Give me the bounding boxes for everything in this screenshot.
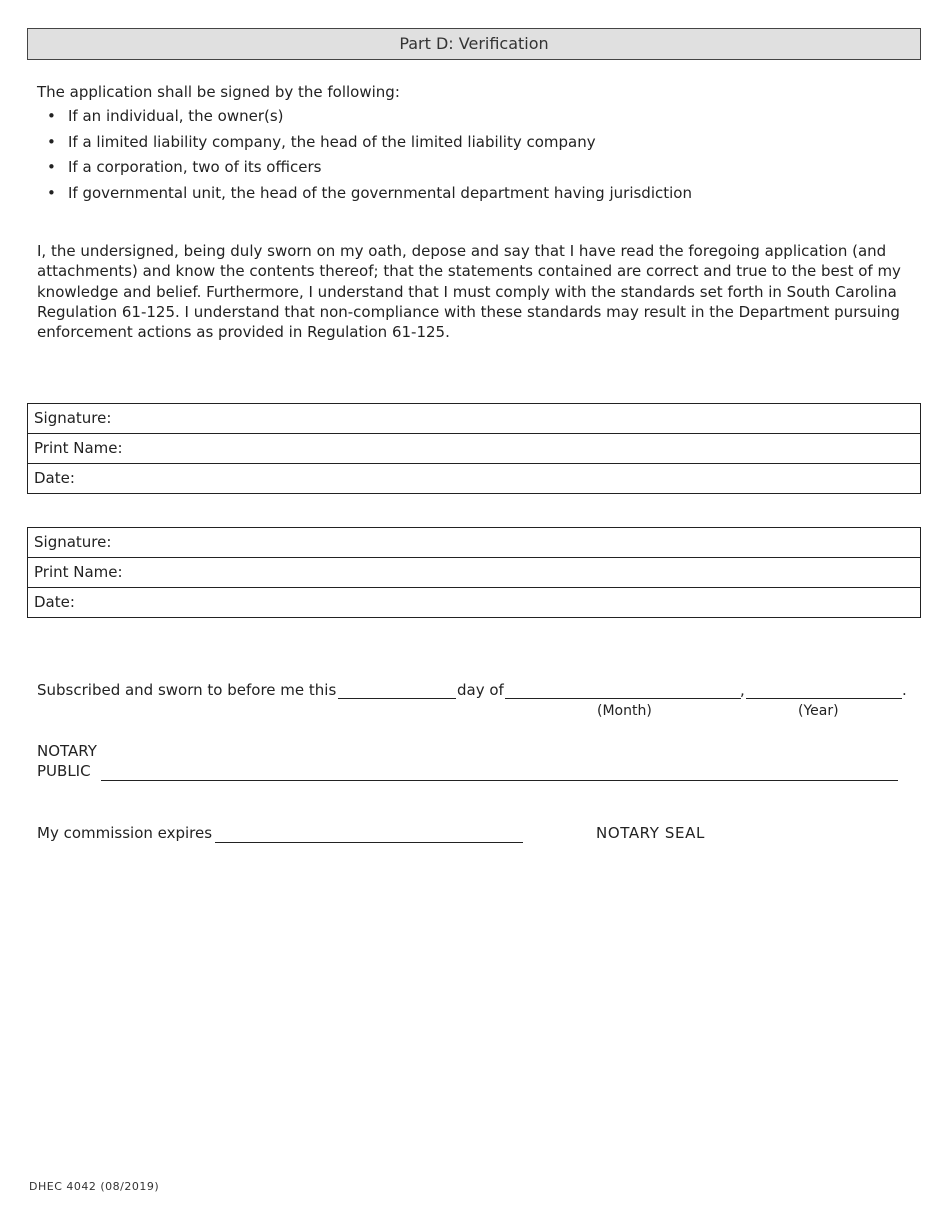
day-of-text: day of — [457, 681, 504, 699]
bullet-icon: • — [47, 183, 56, 202]
commission-label: My commission expires — [37, 824, 213, 842]
signer-list — [37, 106, 692, 208]
date-field[interactable] — [28, 587, 920, 617]
signature-label: Signature: — [34, 533, 112, 551]
notary-seal-label: NOTARY SEAL — [596, 824, 705, 842]
signature-field[interactable] — [28, 528, 920, 557]
form-footer: DHEC 4042 (08/2019) — [29, 1180, 160, 1193]
year-blank[interactable] — [746, 698, 902, 699]
date-label: Date: — [34, 469, 75, 487]
list-item: • If governmental unit, the head of the governmental department having jurisdiction — [47, 183, 692, 202]
month-blank[interactable] — [505, 698, 741, 699]
commission-blank[interactable] — [215, 842, 523, 843]
period-text: . — [902, 681, 907, 699]
day-blank[interactable] — [338, 698, 456, 699]
print-name-label: Print Name: — [34, 563, 123, 581]
intro-text: The application shall be signed by the following: — [37, 83, 400, 101]
date-field[interactable] — [28, 463, 920, 493]
signature-block-2 — [27, 527, 921, 618]
month-label: (Month) — [597, 703, 652, 719]
signature-block-1 — [27, 403, 921, 494]
print-name-field[interactable] — [28, 433, 920, 463]
bullet-icon: • — [47, 132, 56, 151]
bullet-icon: • — [47, 158, 56, 176]
notary-signature-line[interactable] — [101, 780, 898, 781]
date-label: Date: — [34, 593, 75, 611]
signature-field[interactable] — [28, 404, 920, 433]
notary-label-line2: PUBLIC — [37, 762, 91, 780]
signature-label: Signature: — [34, 409, 112, 427]
oath-paragraph: I, the undersigned, being duly sworn on my oath, depose and say that I have read the foregoing application (and attachments) and know the contents thereof; that the statements contained are correct and true to the best of my knowledge and belief. Furthermore, I understand that I must comply with the standards set forth in South Carolina Regulation 61-125. I understand that non-compliance with these standards may result in the Department pursuing enforcement actions as provided in Regulation 61-125. — [37, 242, 901, 342]
bullet-icon: • — [47, 107, 56, 125]
list-item: • If a corporation, two of its officers — [47, 158, 322, 176]
notary-label-line1: NOTARY — [37, 742, 97, 760]
print-name-field[interactable] — [28, 557, 920, 587]
comma-text: , — [740, 681, 745, 699]
sworn-text: Subscribed and sworn to before me this — [37, 681, 337, 699]
print-name-label: Print Name: — [34, 439, 123, 457]
list-item: • If an individual, the owner(s) — [47, 107, 284, 125]
year-label: (Year) — [798, 703, 839, 719]
list-item: • If a limited liability company, the head of the limited liability company — [47, 132, 596, 151]
section-header: Part D: Verification — [27, 28, 921, 60]
